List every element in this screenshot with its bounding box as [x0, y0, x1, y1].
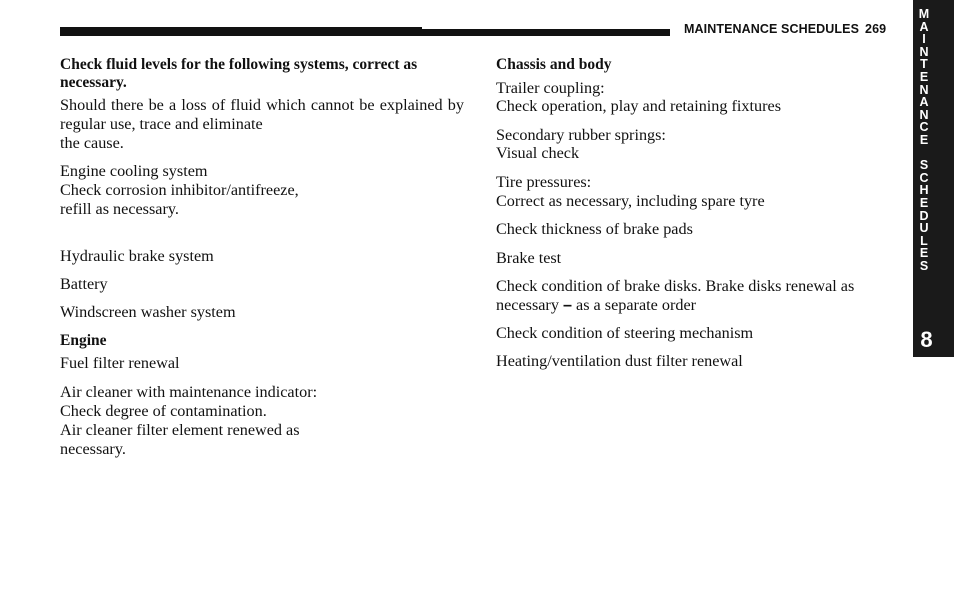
brake-pads-item: Check thickness of brake pads: [496, 220, 693, 239]
air-cleaner-line: Air cleaner with maintenance indicator:: [60, 383, 318, 402]
chassis-body-heading: Chassis and body: [496, 56, 612, 73]
running-head: [684, 22, 886, 36]
tire-pressures-title: Tire pressures:: [496, 173, 592, 192]
tab-letter: E: [919, 69, 929, 84]
fuel-filter-item: Fuel filter renewal: [60, 354, 180, 373]
tab-letter: I: [922, 32, 926, 47]
trailer-coupling-title: Trailer coupling:: [496, 78, 605, 97]
tab-letter: H: [919, 183, 929, 198]
tab-letter: S: [919, 158, 929, 173]
tab-letter: E: [919, 132, 929, 147]
fluid-loss-note-end: the cause.: [60, 133, 124, 152]
washer-item: Windscreen washer system: [60, 303, 236, 322]
cooling-system-title: Engine cooling system: [60, 162, 208, 181]
section-title: MAINTENANCE SCHEDULES: [684, 22, 860, 36]
tab-letter: U: [919, 221, 929, 236]
tab-letter: N: [919, 82, 929, 97]
cooling-system-line: refill as necessary.: [60, 199, 179, 218]
left-column: [60, 56, 464, 458]
page-number: 269: [865, 22, 887, 36]
trailer-coupling-text: Check operation, play and retaining fixtures: [496, 97, 781, 116]
tab-letter: N: [919, 44, 929, 59]
engine-heading: Engine: [60, 331, 107, 349]
brake-test-item: Brake test: [496, 248, 562, 267]
brake-disks-order: as a separate order: [576, 295, 697, 314]
tire-pressures-text: Correct as necessary, including spare tyre: [496, 191, 765, 210]
air-cleaner-line: Air cleaner filter element renewed as: [60, 420, 300, 439]
right-column: [496, 56, 906, 371]
battery-item: Battery: [60, 275, 108, 294]
tab-letter: E: [919, 195, 929, 210]
tab-letter: A: [919, 95, 929, 110]
chapter-number: 8: [920, 327, 933, 352]
steering-item: Check condition of steering mechanism: [496, 323, 754, 342]
cooling-system-line: Check corrosion inhibitor/antifreeze,: [60, 181, 299, 200]
tab-letter: S: [919, 258, 929, 273]
tab-letter: C: [919, 120, 929, 135]
air-cleaner-line: Check degree of contamination.: [60, 402, 267, 421]
header-rule-notch: [422, 27, 670, 29]
tab-letter: D: [919, 208, 929, 223]
dust-filter-item: Heating/ventilation dust filter renewal: [496, 352, 743, 371]
tab-letter: N: [919, 107, 929, 122]
tab-letter: T: [920, 57, 928, 72]
chapter-tab-letters: [913, 8, 935, 272]
chapter-tab: [913, 0, 954, 357]
rubber-springs-title: Secondary rubber springs:: [496, 125, 666, 144]
tab-letter: E: [919, 246, 929, 261]
tab-letter: M: [918, 7, 930, 21]
brake-disks-line: Check condition of brake disks. Brake disks renewal as: [496, 276, 855, 295]
tab-letter: L: [920, 233, 928, 248]
tab-letter: C: [919, 170, 929, 185]
brake-disks-necessary: necessary: [496, 295, 559, 314]
hydraulic-brake-item: Hydraulic brake system: [60, 246, 214, 265]
rubber-springs-text: Visual check: [496, 144, 580, 163]
fluid-loss-note: Should there be a loss of fluid which cannot be explained by regular use, trace and eliminate: [60, 96, 464, 133]
fluid-levels-heading: Check fluid levels for the following systems, correct as necessary.: [60, 56, 418, 91]
dash-glyph: –: [562, 295, 572, 314]
tab-letter: A: [919, 19, 929, 34]
brake-disks-line-2: [496, 296, 906, 315]
air-cleaner-line: necessary.: [60, 439, 126, 458]
